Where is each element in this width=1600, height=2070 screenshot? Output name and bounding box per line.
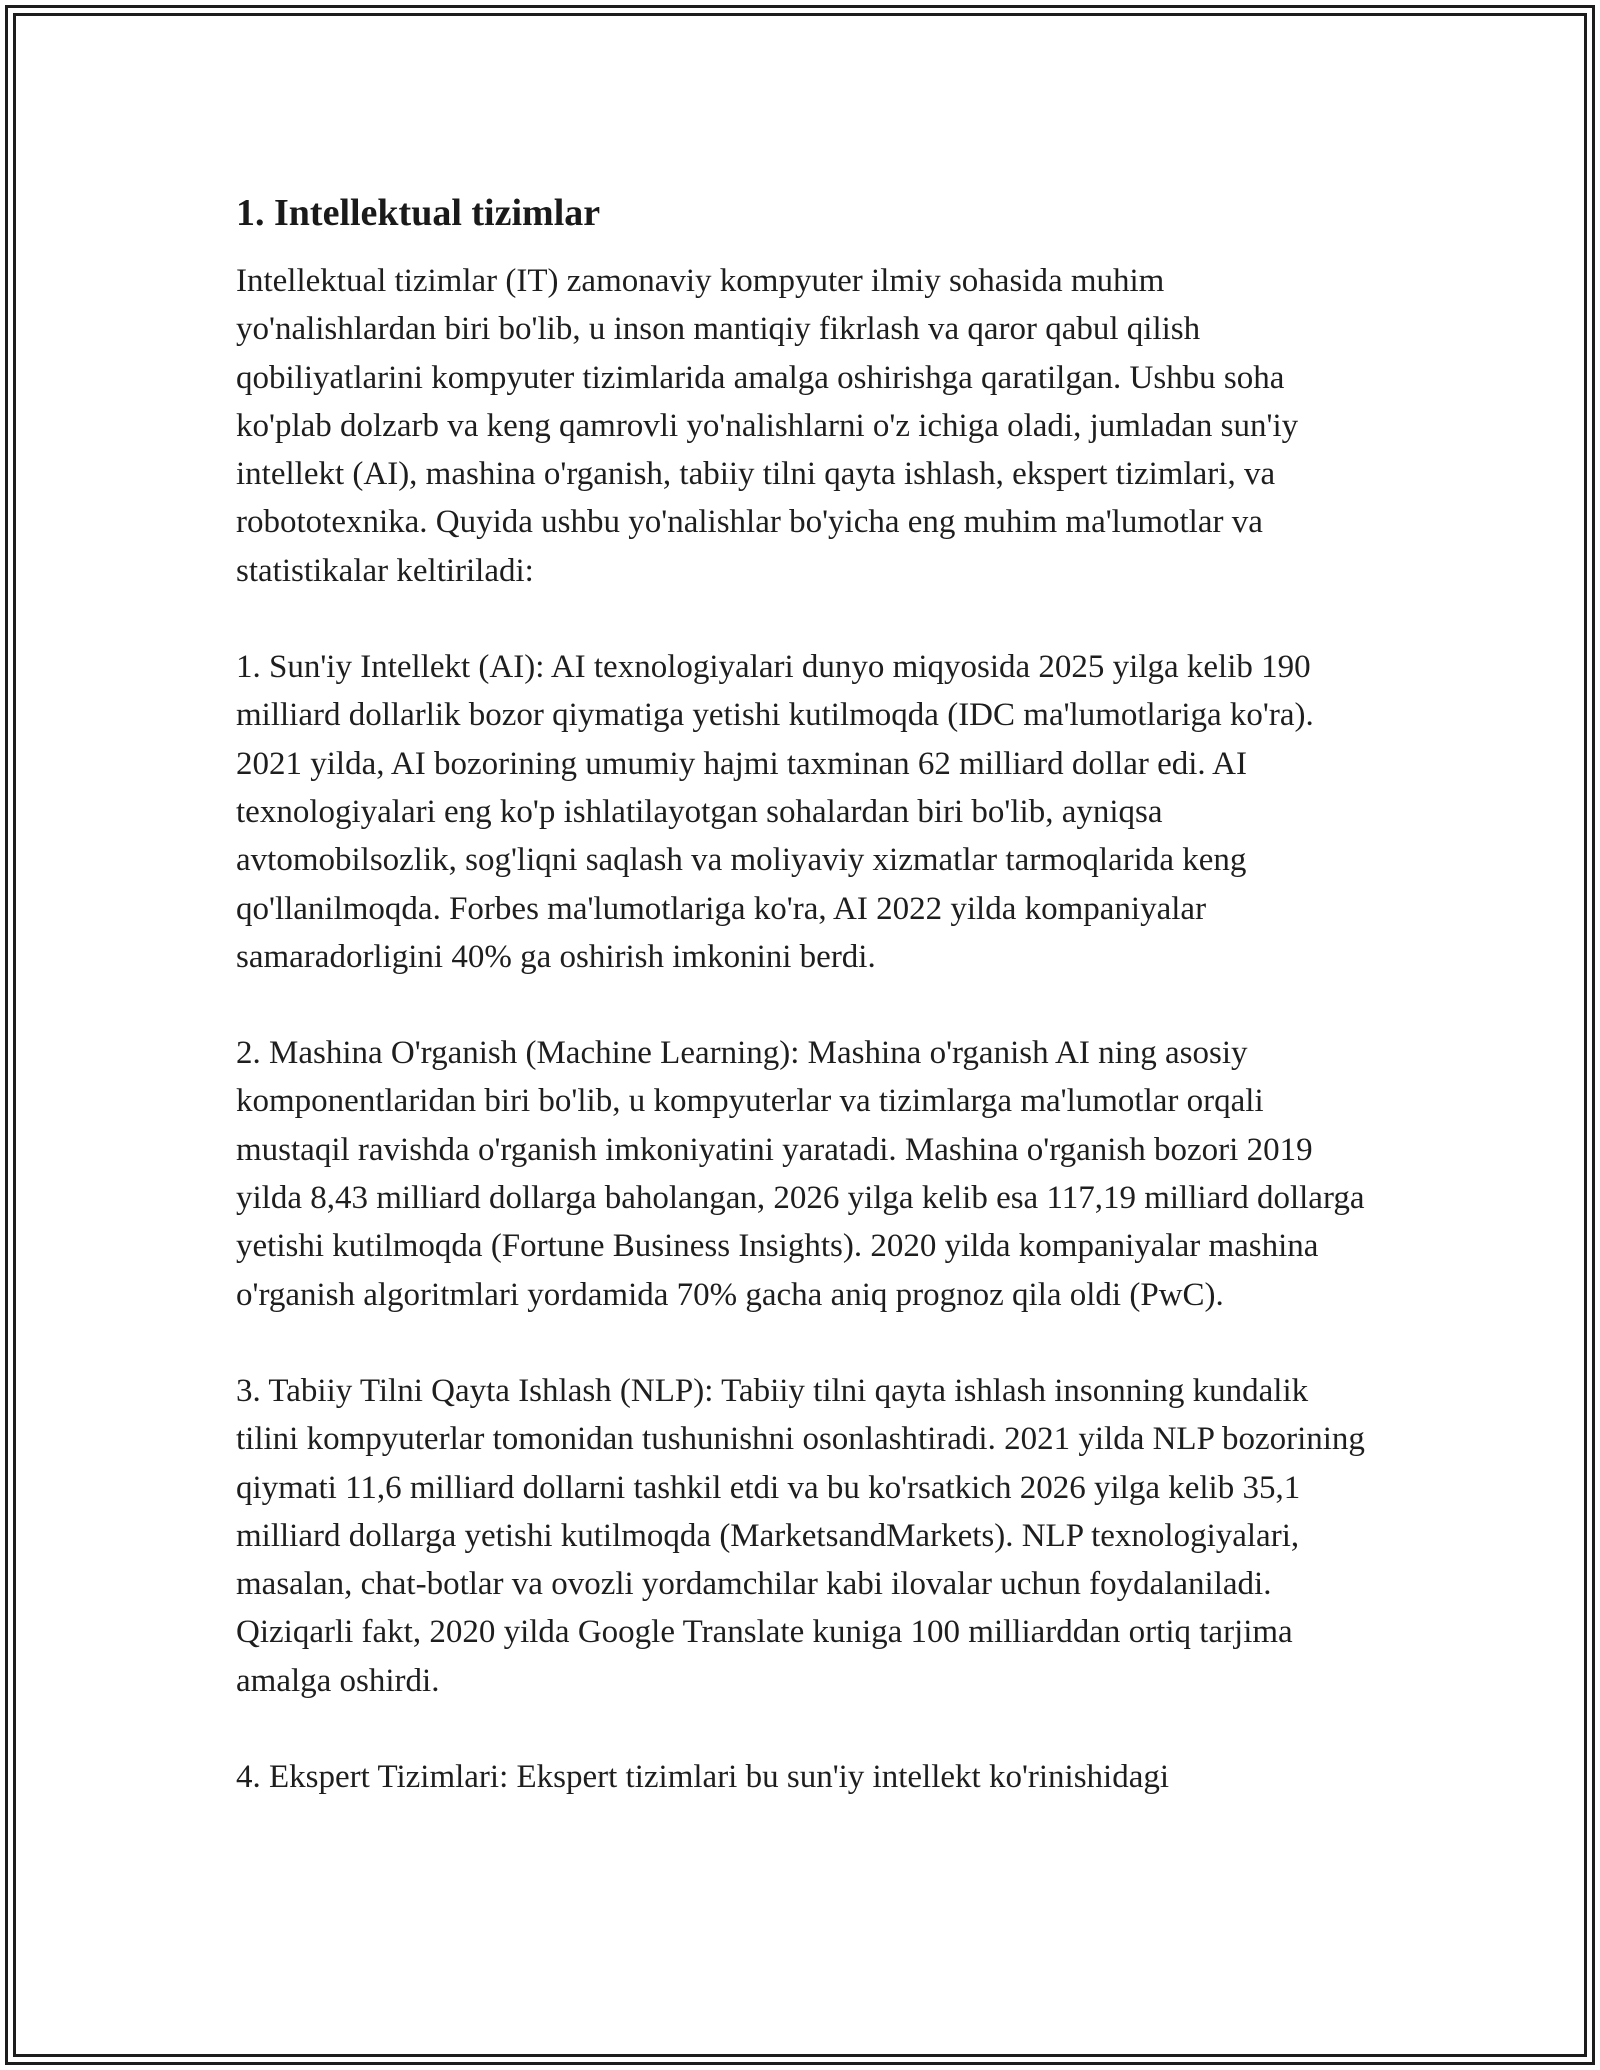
paragraph-ai: 1. Sun'iy Intellekt (AI): AI texnologiyalari dunyo miqyosida 2025 yilga kelib 190 milliard dollarlik bozor qiymatiga yetishi kutilmoqda (IDC ma'lumotlariga ko'ra). 2021 yilda, AI bozorining umumiy hajmi taxminan 62 milliard dollar edi. AI texnologiyalari eng ko'p ishlatilayotgan sohalardan biri bo'lib, ayniqsa avtomobilsozlik, sog'liqni saqlash va moliyaviy xizmatlar tarmoqlarida keng qo'llanilmoqda. Forbes ma'lumotlariga ko'ra, AI 2022 yilda kompaniyalar samaradorligini 40% ga oshirish imkonini berdi. — [236, 649, 1314, 975]
paragraph-nlp: 3. Tabiiy Tilni Qayta Ishlash (NLP): Tabiiy tilni qayta ishlash insonning kundalik tilini kompyuterlar tomonidan tushunishni osonlashtiradi. 2021 yilda NLP bozorining qiymati 11,6 milliard dollarni tashkil etdi va bu ko'rsatkich 2026 yilga kelib 35,1 milliard dollarga yetishi kutilmoqda (MarketsandMarkets). NLP texnologiyalari, masalan, chat-botlar va ovozli yordamchilar kabi ilovalar uchun foydalaniladi. Qiziqarli fakt, 2020 yilda Google Translate kuniga 100 milliarddan ortiq tarjima amalga oshirdi. — [236, 1372, 1365, 1699]
paragraph-machine-learning: 2. Mashina O'rganish (Machine Learning): Mashina o'rganish AI ning asosiy komponentlaridan biri bo'lib, u kompyuterlar va tizimlarga ma'lumotlar orqali mustaqil ravishda o'rganish imkoniyatini yaratadi. Mashina o'rganish bozori 2019 yilda 8,43 milliard dollarga baholangan, 2026 yilga kelib esa 117,19 milliard dollarga yetishi kutilmoqda (Fortune Business Insights). 2020 yilda kompaniyalar mashina o'rganish algoritmlari yordamida 70% gacha aniq prognoz qila oldi (PwC). — [236, 1035, 1365, 1313]
document-body — [236, 187, 1366, 1801]
paragraph-expert-systems: 4. Ekspert Tizimlari: Ekspert tizimlari bu sun'iy intellekt ko'rinishidagi — [236, 1759, 1170, 1796]
intro-paragraph: Intellektual tizimlar (IT) zamonaviy kompyuter ilmiy sohasida muhim yo'nalishlardan biri bo'lib, u inson mantiqiy fikrlash va qaror qabul qilish qobiliyatlarini kompyuter tizimlarida amalga oshirishga qaratilgan. Ushbu soha ko'plab dolzarb va keng qamrovli yo'nalishlarni o'z ichiga oladi, jumladan sun'iy intellekt (AI), mashina o'rganish, tabiiy tilni qayta ishlash, ekspert tizimlari, va robototexnika. Quyida ushbu yo'nalishlar bo'yicha eng muhim ma'lumotlar va statistikalar keltiriladi: — [236, 263, 1299, 589]
section-title: 1. Intellektual tizimlar — [236, 192, 601, 234]
